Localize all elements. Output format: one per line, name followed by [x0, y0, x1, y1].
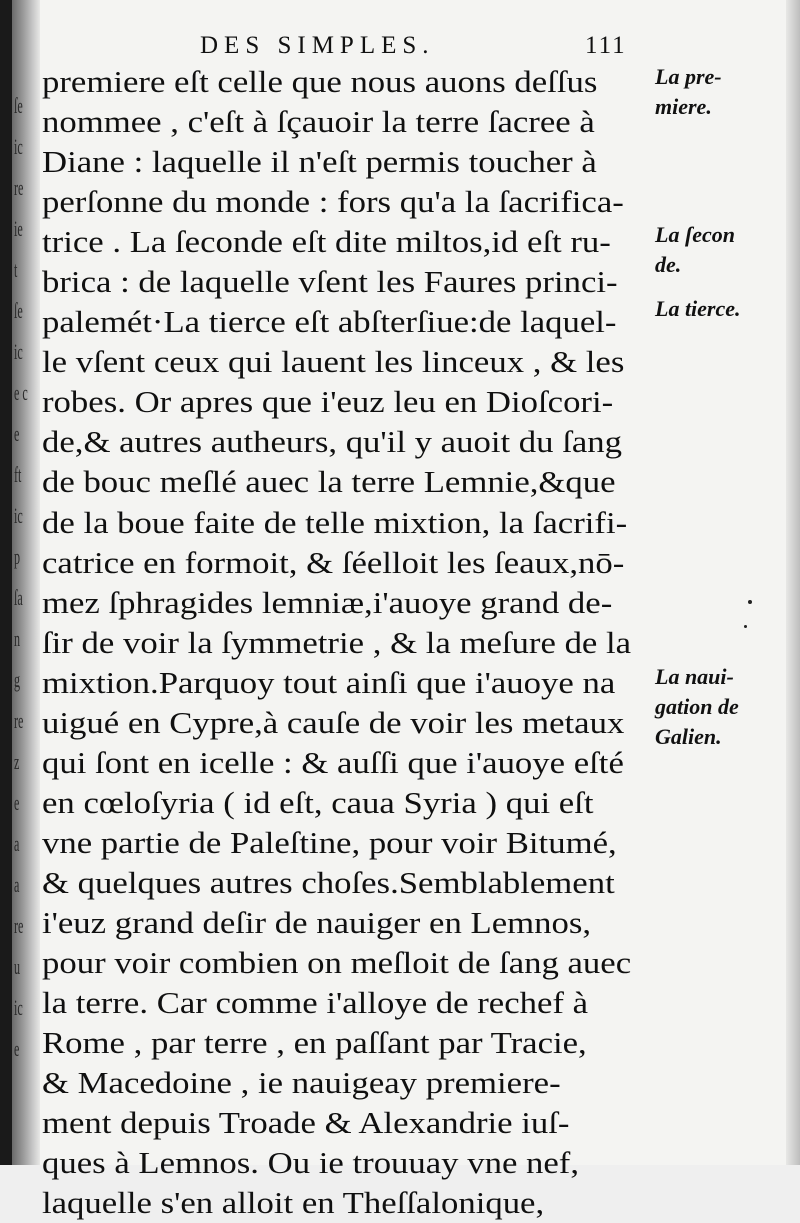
page-right-edge	[786, 0, 800, 1165]
bleed-fragment: t	[14, 257, 18, 282]
bleed-fragment: n	[14, 626, 21, 651]
page-header	[40, 32, 650, 62]
text-line: pour voir combien on meſloit de ſang auec	[42, 945, 632, 981]
margin-note-tierce	[655, 294, 741, 324]
margin-note-line: La tierce.	[655, 296, 741, 321]
bleed-fragment: ic	[14, 339, 23, 364]
ink-speck	[748, 600, 752, 604]
text-line: qui ſont en icelle : & auſſi que i'auoye eſté	[42, 744, 624, 780]
text-line: la terre. Car comme i'alloye de rechef à	[42, 985, 589, 1021]
text-line: uigué en Cypre,à cauſe de voir les metaux	[42, 704, 625, 740]
margin-note-line: de.	[655, 252, 682, 277]
text-line: trice . La ſeconde eſt dite miltos,id eſt ru-	[42, 224, 611, 260]
bleed-fragment: e c	[14, 380, 28, 405]
text-line: perſonne du monde : fors qu'a la ſacrifica-	[42, 184, 624, 220]
text-line: premiere eſt celle que nous auons deſſus	[42, 64, 598, 99]
margin-note-nauigation	[655, 662, 739, 752]
bleed-fragment: ie	[14, 216, 23, 241]
bleed-fragment: e	[14, 421, 20, 446]
text-line: mixtion.Parquoy tout ainſi que i'auoye na	[42, 664, 616, 700]
bleed-fragment: e	[14, 790, 20, 815]
bleed-fragment: ſa	[14, 585, 23, 610]
text-line: ment depuis Troade & Alexandrie iuſ-	[42, 1105, 570, 1141]
bleed-fragment: ſe	[14, 93, 23, 118]
bleed-fragment: g	[14, 667, 21, 692]
margin-note-line: La naui-	[655, 664, 734, 689]
text-line: & quelques autres choſes.Semblablement	[42, 864, 615, 900]
text-line: ques à Lemnos. Ou ie trouuay vne nef,	[42, 1145, 580, 1181]
text-line: brica : de laquelle vſent les Faures princi-	[42, 264, 618, 300]
text-line: Rome , par terre , en paſſant par Tracie,	[42, 1025, 587, 1061]
text-line: de,& autres autheurs, qu'il y auoit du ſang	[42, 424, 622, 460]
running-title: DES SIMPLES.	[200, 32, 435, 59]
text-line: de bouc meſlé auec la terre Lemnie,&que	[42, 464, 616, 500]
bleed-fragment: ſe	[14, 298, 23, 323]
margin-note-seconde	[655, 220, 735, 280]
text-line: Diane : laquelle il n'eſt permis toucher à	[42, 144, 597, 180]
text-line: de la boue faite de telle mixtion, la ſacrifi-	[42, 504, 628, 540]
bleed-fragment: ft	[14, 462, 22, 487]
text-line: mez ſphragides lemniæ,i'auoye grand de-	[42, 584, 613, 620]
body-text	[42, 62, 652, 1223]
binding-edge	[0, 0, 12, 1165]
text-line: en cœloſyria ( id eſt, caua Syria ) qui eſt	[42, 784, 594, 820]
ink-speck	[744, 625, 747, 628]
text-line: ſir de voir la ſymmetrie , & la meſure de la	[42, 624, 632, 660]
text-line: & Macedoine , ie nauigeay premiere-	[42, 1065, 561, 1101]
text-line: nommee , c'eſt à ſçauoir la terre ſacree à	[42, 104, 595, 140]
bleed-fragment: p	[14, 544, 21, 569]
margin-note-premiere	[655, 62, 722, 122]
text-line: le vſent ceux qui lauent les linceux , & les	[42, 344, 625, 380]
text-line: catrice en formoit, & ſéelloit les ſeaux,nō-	[42, 544, 625, 580]
bleed-fragment: re	[14, 708, 24, 733]
bleed-fragment: ic	[14, 503, 23, 528]
bleed-fragment: ic	[14, 995, 23, 1020]
text-line: laquelle s'en alloit en Theſſalonique,	[42, 1185, 545, 1221]
bleed-fragment: e	[14, 1036, 20, 1061]
bleed-fragment: u	[14, 954, 21, 979]
text-line: vne partie de Paleſtine, pour voir Bitumé,	[42, 824, 617, 860]
margin-note-line: La pre-	[655, 64, 722, 89]
margin-note-line: Galien.	[655, 724, 722, 749]
bleed-fragment: a	[14, 872, 20, 897]
margin-note-line: La ſecon	[655, 222, 736, 247]
margin-note-line: miere.	[655, 94, 712, 119]
bleed-fragment: a	[14, 831, 20, 856]
margin-note-line: gation de	[655, 694, 739, 719]
bleed-fragment: re	[14, 175, 24, 200]
page-number: 111	[585, 32, 627, 59]
text-line: palemét·La tierce eſt abſterſiue:de laquel-	[42, 304, 617, 340]
bleed-fragment: z	[14, 749, 20, 774]
text-line: robes. Or apres que i'euz leu en Dioſcori-	[42, 384, 614, 420]
bleed-fragment: re	[14, 913, 24, 938]
bleed-fragment: ic	[14, 134, 23, 159]
text-line: i'euz grand deſir de nauiger en Lemnos,	[42, 904, 592, 940]
